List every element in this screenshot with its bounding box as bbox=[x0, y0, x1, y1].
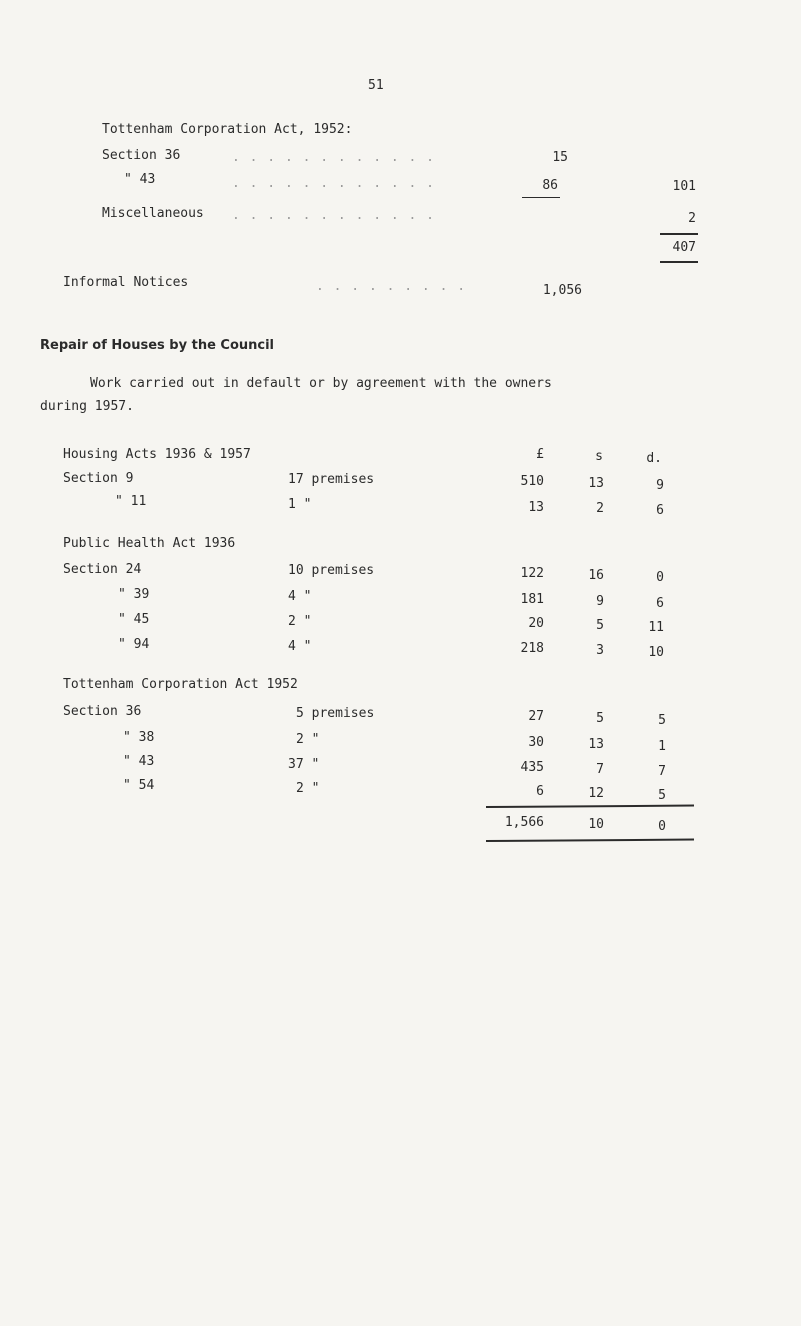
notice-row-col1: 86 bbox=[542, 178, 558, 193]
table-row-section: Section 36 bbox=[63, 704, 142, 719]
total-rule bbox=[660, 261, 698, 263]
subtotal-rule bbox=[522, 197, 560, 198]
intro-line: during 1957. bbox=[40, 399, 134, 414]
leader-dots: . . . . . . . . . bbox=[316, 279, 467, 294]
leader-dots: . . . . . . . . . . . . bbox=[232, 150, 436, 165]
table-row-premises: 10 premises bbox=[288, 563, 375, 578]
grand-total-shillings: 10 bbox=[588, 817, 604, 832]
table-row-section: " 38 bbox=[123, 730, 155, 745]
table-row-shillings: 9 bbox=[596, 594, 604, 609]
table-row-shillings: 13 bbox=[588, 476, 604, 491]
group-title: Tottenham Corporation Act 1952 bbox=[63, 677, 298, 692]
pence-header: d. bbox=[646, 451, 662, 466]
total-rule bbox=[486, 805, 694, 808]
notice-row-label: Miscellaneous bbox=[102, 206, 204, 221]
table-row-pence: 0 bbox=[656, 570, 664, 585]
table-row-shillings: 3 bbox=[596, 643, 604, 658]
notice-row-col2: 2 bbox=[688, 211, 696, 226]
table-row-pounds: 13 bbox=[528, 500, 544, 515]
table-row-premises: 1 " bbox=[288, 497, 312, 512]
table-row-pence: 9 bbox=[656, 478, 664, 493]
table-row-section: " 11 bbox=[115, 494, 147, 509]
table-row-premises: 5 premises bbox=[296, 706, 375, 721]
table-row-pounds: 20 bbox=[528, 616, 544, 631]
table-row-pence: 11 bbox=[648, 620, 664, 635]
table-row-section: " 45 bbox=[118, 612, 150, 627]
grand-total-pence: 0 bbox=[658, 819, 666, 834]
table-row-shillings: 13 bbox=[588, 737, 604, 752]
table-row-shillings: 2 bbox=[596, 501, 604, 516]
table-row-section: Section 9 bbox=[63, 471, 134, 486]
table-row-pence: 6 bbox=[656, 503, 664, 518]
total-rule bbox=[486, 839, 694, 842]
act-title: Tottenham Corporation Act, 1952: bbox=[102, 122, 353, 137]
table-row-pounds: 27 bbox=[528, 709, 544, 724]
total-rule bbox=[660, 233, 698, 235]
table-row-pence: 5 bbox=[658, 788, 666, 803]
notice-row-label: Section 36 bbox=[102, 148, 181, 163]
notice-row-col1: 15 bbox=[552, 150, 568, 165]
table-row-premises: 4 " bbox=[288, 639, 312, 654]
grand-total-pounds: 1,566 bbox=[504, 815, 544, 830]
table-row-premises: 37 " bbox=[288, 757, 320, 772]
table-row-shillings: 12 bbox=[588, 786, 604, 801]
table-row-pence: 7 bbox=[658, 764, 666, 779]
table-row-pounds: 435 bbox=[520, 760, 544, 775]
table-row-premises: 2 " bbox=[296, 732, 320, 747]
table-row-section: " 43 bbox=[123, 754, 155, 769]
table-row-shillings: 5 bbox=[596, 711, 604, 726]
intro-line: Work carried out in default or by agreement with the owners bbox=[90, 376, 552, 391]
pounds-header: £ bbox=[536, 447, 544, 462]
table-row-premises: 17 premises bbox=[288, 472, 375, 487]
shillings-header: s bbox=[595, 449, 603, 464]
table-row-premises: 2 " bbox=[288, 614, 312, 629]
table-row-premises: 4 " bbox=[288, 589, 312, 604]
group-title: Housing Acts 1936 & 1957 bbox=[63, 447, 251, 462]
page-number: 51 bbox=[368, 78, 384, 93]
section-heading: Repair of Houses by the Council bbox=[40, 338, 275, 353]
table-row-pounds: 30 bbox=[528, 735, 544, 750]
notice-row-label: " 43 bbox=[124, 172, 156, 187]
table-row-pence: 6 bbox=[656, 596, 664, 611]
table-row-section: " 39 bbox=[118, 587, 150, 602]
table-row-pence: 10 bbox=[648, 645, 664, 660]
table-row-pence: 1 bbox=[658, 739, 666, 754]
table-row-pence: 5 bbox=[658, 713, 666, 728]
notices-total: 407 bbox=[672, 240, 696, 255]
informal-label: Informal Notices bbox=[63, 275, 189, 290]
leader-dots: . . . . . . . . . . . . bbox=[232, 208, 436, 223]
table-row-pounds: 122 bbox=[520, 566, 544, 581]
leader-dots: . . . . . . . . . . . . bbox=[232, 176, 436, 191]
table-row-pounds: 181 bbox=[520, 592, 544, 607]
table-row-pounds: 510 bbox=[520, 474, 544, 489]
informal-value: 1,056 bbox=[542, 283, 582, 298]
notice-row-col2: 101 bbox=[672, 179, 696, 194]
table-row-premises: 2 " bbox=[296, 781, 320, 796]
table-row-pounds: 218 bbox=[520, 641, 544, 656]
table-row-shillings: 7 bbox=[596, 762, 604, 777]
group-title: Public Health Act 1936 bbox=[63, 536, 236, 551]
table-row-pounds: 6 bbox=[536, 784, 544, 799]
table-row-section: " 94 bbox=[118, 637, 150, 652]
table-row-section: " 54 bbox=[123, 778, 155, 793]
table-row-shillings: 5 bbox=[596, 618, 604, 633]
table-row-section: Section 24 bbox=[63, 562, 142, 577]
table-row-shillings: 16 bbox=[588, 568, 604, 583]
